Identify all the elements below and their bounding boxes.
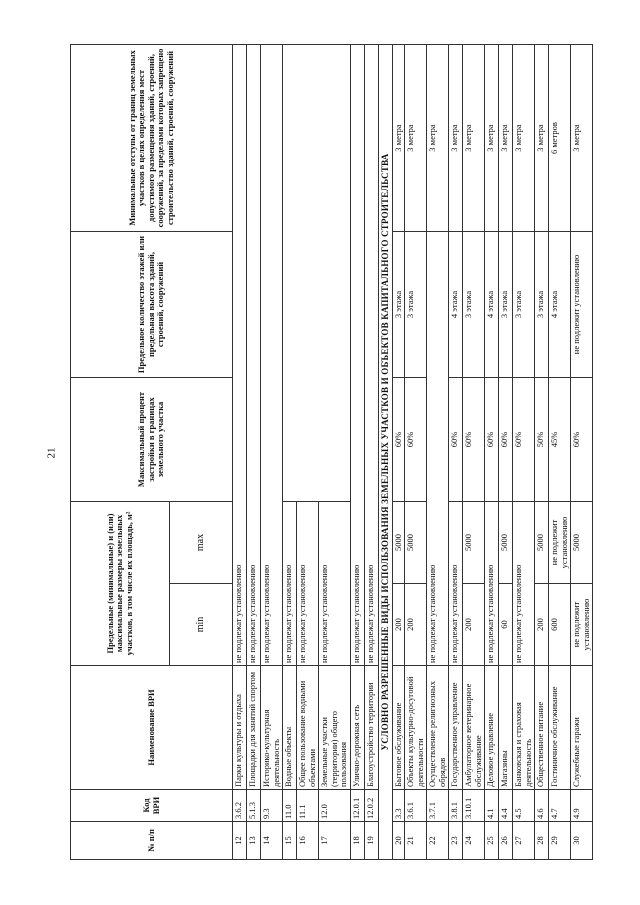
row-percent: 60% [513,378,535,502]
row-number: 21 [405,822,427,860]
row-code: 12.0.2 [364,790,378,822]
row-code: 3.8.1 [449,790,463,822]
table-row [463,45,485,860]
row-floors: 4 этажа [449,232,463,378]
table-row [261,45,283,860]
table-row [283,45,297,860]
header-min: min [170,584,233,666]
row-min: не подлежат установлению [449,502,463,666]
header-percent: Максимальный процент застройки в границах земельного участка [71,378,233,502]
header-area-group: Предельные (минимальные) и (или) максимальные размеры земельных участков, в том числе их площадь, м² [71,502,170,666]
row-number: 24 [463,822,485,860]
row-min: 60 [499,584,513,666]
row-number: 26 [499,822,513,860]
row-setback: 3 метра [513,45,535,232]
row-name: Историко-культурная деятельность [261,666,283,790]
row-note: не подлежат установлению [283,502,297,666]
row-min: не подлежат установлению [485,502,499,666]
row-min: не подлежат установлению [427,232,449,666]
row-number: 27 [513,822,535,860]
row-name: Общественное питание [535,666,549,790]
table-row [427,45,449,860]
row-name: Магазины [499,666,513,790]
header-num: № п/п [71,822,233,860]
row-name: Государственное управление [449,666,463,790]
page-number: 21 [45,447,58,458]
row-floors: 3 этажа [392,232,405,378]
row-max: 5000 [392,502,405,584]
row-note: не подлежат установлению [233,45,247,666]
row-code: 11.1 [297,790,319,822]
row-name: Деловое управление [485,666,499,790]
table-row [233,45,247,860]
row-name: Земельные участки (территории) общего пользования [319,666,351,790]
row-percent: 60% [571,378,593,502]
row-number: 28 [535,822,549,860]
table-row [535,45,549,860]
table-row [247,45,261,860]
header-code: Код ВРИ [71,790,233,822]
row-name: Гостиничное обслуживание [549,666,571,790]
row-name: Объекты культурно-досуговой деятельности [405,666,427,790]
row-max: не подлежит установлению [549,502,571,584]
row-code: 9.3 [261,790,283,822]
row-percent: 60% [449,378,463,502]
header-max: max [170,502,233,584]
row-note: не подлежат установлению [364,45,378,666]
row-code: 4.9 [571,790,593,822]
row-max: 5000 [405,502,427,584]
row-percent: 60% [463,378,485,502]
row-number: 18 [350,822,364,860]
row-code: 3.10.1 [463,790,485,822]
row-number: 22 [427,822,449,860]
row-percent: 60% [405,378,427,502]
row-percent: 60% [499,378,513,502]
row-note: не подлежат установлению [319,502,351,666]
row-setback: 3 метра [449,45,463,232]
row-percent: 45% [549,378,571,502]
row-name: Улично-дорожная сеть [350,666,364,790]
row-number: 15 [283,822,297,860]
row-code: 4.6 [535,790,549,822]
row-code: 3.6.1 [405,790,427,822]
header-floors: Предельное количество этажей или предельная высота зданий, строений, сооружений [71,232,233,378]
table-row [549,45,571,860]
row-number: 17 [319,822,351,860]
table-row [364,45,378,860]
header-name: Наименование ВРИ [71,666,233,790]
row-code: 5.1.3 [247,790,261,822]
row-note: не подлежат установлению [350,45,364,666]
row-code: 12.0 [319,790,351,822]
row-setback: 3 метра [427,45,449,232]
row-code: 12.0.1 [350,790,364,822]
row-setback: 3 метра [405,45,427,232]
table-row [405,45,427,860]
row-number: 25 [485,822,499,860]
row-number: 20 [392,822,405,860]
row-floors: 3 этажа [499,232,513,378]
row-min: 200 [535,584,549,666]
row-floors: 4 этажа [485,232,499,378]
row-name: Водные объекты [283,666,297,790]
row-code: 3.3 [392,790,405,822]
row-setback: 3 метра [571,45,593,232]
row-note: не подлежат установлению [297,502,319,666]
row-code: 3.6.2 [233,790,247,822]
row-name: Амбулаторное ветеринарное обслуживание [463,666,485,790]
row-floors: 3 этажа [405,232,427,378]
row-code: 4.5 [513,790,535,822]
row-max: 5000 [535,502,549,584]
row-max: 5000 [463,502,485,584]
table-row [571,45,593,860]
row-min: не подлежат установлению [513,502,535,666]
row-number: 13 [247,822,261,860]
row-min: 200 [463,584,485,666]
row-max: 5000 [499,502,513,584]
section-title: УСЛОВНО РАЗРЕШЕННЫЕ ВИДЫ ИСПОЛЬЗОВАНИЯ ЗЕМЕЛЬНЫХ УЧАСТКОВ И ОБЪЕКТОВ КАПИТАЛЬНОГО СТРОИТЕЛЬСТВА [378,45,392,860]
row-setback: 3 метра [392,45,405,232]
row-name: Служебные гаражи [571,666,593,790]
row-setback: 3 метра [499,45,513,232]
row-number: 14 [261,822,283,860]
row-name: Бытовое обслуживание [392,666,405,790]
row-code: 3.7.1 [427,790,449,822]
empty-cell [283,45,351,502]
row-name: Банковская и страховая деятельность [513,666,535,790]
row-min: 600 [549,584,571,666]
row-setback: 6 метров [549,45,571,232]
header-setback: Минимальные отступы от границ земельных участков в целях определения мест допустимого размещения зданий, строений, сооружений, за пределами которых запрещено строительство зданий, строений, сооружений [71,45,233,232]
row-min: 200 [405,584,427,666]
table-row [499,45,513,860]
table-row [485,45,499,860]
row-code: 4.7 [549,790,571,822]
table-row [392,45,405,860]
row-floors: 3 этажа [463,232,485,378]
row-setback: 3 метра [485,45,499,232]
row-floors: 4 этажа [549,232,571,378]
row-number: 23 [449,822,463,860]
zoning-table [70,44,593,860]
table-row [513,45,535,860]
row-note: не подлежат установлению [261,45,283,666]
row-name: Осуществление религиозных обрядов [427,666,449,790]
row-note: не подлежат установлению [247,45,261,666]
row-number: 30 [571,822,593,860]
row-name: Парки культуры и отдыха [233,666,247,790]
row-number: 12 [233,822,247,860]
rotated-table-wrapper [70,45,610,860]
table-row [350,45,364,860]
section-row [378,45,392,860]
row-name: Площадки для занятий спортом [247,666,261,790]
rotated-table-container [70,45,610,860]
row-code: 4.1 [485,790,499,822]
row-max: 5000 [571,502,593,584]
row-min: 200 [392,584,405,666]
row-setback: 3 метра [463,45,485,232]
row-percent: 50% [535,378,549,502]
row-floors: 3 этажа [535,232,549,378]
row-floors: не подлежит установлению [571,232,593,378]
row-code: 4.4 [499,790,513,822]
row-code: 11.0 [283,790,297,822]
row-name: Общее пользование водными объектами [297,666,319,790]
row-number: 19 [364,822,378,860]
row-floors: 3 этажа [513,232,535,378]
row-name: Благоустройство территории [364,666,378,790]
row-min: не подлежит установлению [571,584,593,666]
row-number: 29 [549,822,571,860]
row-number: 16 [297,822,319,860]
row-percent: 60% [485,378,499,502]
row-percent: 60% [392,378,405,502]
row-setback: 3 метра [535,45,549,232]
table-row [449,45,463,860]
